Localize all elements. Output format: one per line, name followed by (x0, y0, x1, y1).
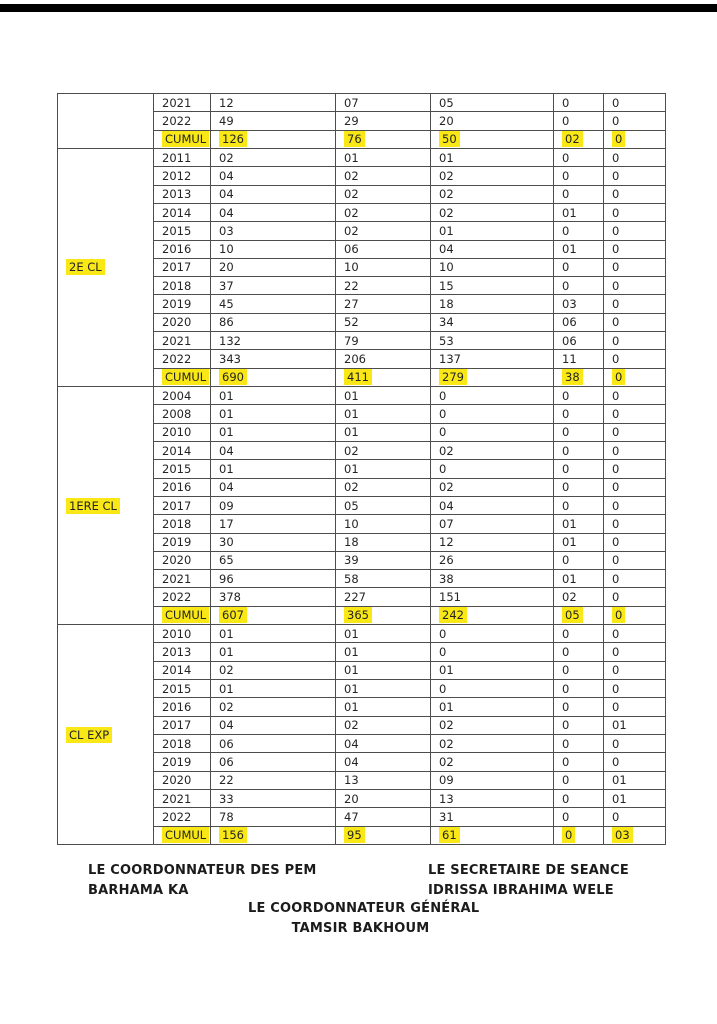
value-cell (554, 130, 604, 148)
scan-top-black-bar (0, 4, 717, 12)
value-cell: 0 (604, 112, 666, 130)
value-cell: 0 (604, 588, 666, 606)
year-cell: 2021 (154, 789, 211, 807)
value-cell: 0 (604, 405, 666, 423)
signature-title: LE COORDONNATEUR DES PEM (88, 863, 317, 878)
value-cell: 01 (336, 643, 431, 661)
cumul-highlight: 95 (344, 827, 365, 843)
value-cell: 0 (604, 203, 666, 221)
value-cell: 49 (211, 112, 336, 130)
value-cell: 04 (431, 496, 554, 514)
value-cell: 01 (336, 405, 431, 423)
value-cell: 07 (431, 515, 554, 533)
value-cell: 09 (211, 496, 336, 514)
value-cell: 0 (554, 496, 604, 514)
value-cell: 0 (604, 625, 666, 643)
year-cell: 2014 (154, 441, 211, 459)
value-cell: 0 (431, 643, 554, 661)
year-cell: 2022 (154, 588, 211, 606)
value-cell: 0 (554, 277, 604, 295)
cumul-highlight: 61 (439, 827, 460, 843)
value-cell: 01 (336, 625, 431, 643)
table-row (58, 94, 666, 112)
year-cell: 2020 (154, 313, 211, 331)
value-cell: 20 (211, 258, 336, 276)
value-cell: 0 (554, 680, 604, 698)
value-cell: 343 (211, 350, 336, 368)
value-cell: 01 (554, 533, 604, 551)
value-cell: 206 (336, 350, 431, 368)
value-cell: 01 (336, 423, 431, 441)
value-cell: 0 (604, 753, 666, 771)
value-cell: 18 (336, 533, 431, 551)
personnel-statistics-table (57, 93, 666, 845)
value-cell: 79 (336, 332, 431, 350)
value-cell (211, 130, 336, 148)
cumul-highlight: 365 (344, 607, 372, 623)
value-cell: 06 (211, 753, 336, 771)
value-cell: 0 (431, 460, 554, 478)
cumul-highlight: 0 (562, 827, 575, 843)
cumul-highlight: 38 (562, 369, 583, 385)
value-cell: 0 (431, 680, 554, 698)
year-cell: 2021 (154, 570, 211, 588)
value-cell (336, 826, 431, 845)
year-cell: 2021 (154, 332, 211, 350)
value-cell: 86 (211, 313, 336, 331)
year-cell: 2016 (154, 698, 211, 716)
value-cell: 45 (211, 295, 336, 313)
cumul-highlight: 03 (612, 827, 633, 843)
value-cell: 0 (604, 441, 666, 459)
value-cell: 07 (336, 94, 431, 112)
signature-title: LE SECRETAIRE DE SEANCE (428, 863, 629, 878)
value-cell: 26 (431, 551, 554, 569)
value-cell: 0 (554, 753, 604, 771)
year-cell: 2018 (154, 515, 211, 533)
year-cell: 2015 (154, 460, 211, 478)
value-cell: 01 (431, 222, 554, 240)
value-cell: 0 (554, 551, 604, 569)
value-cell: 0 (554, 716, 604, 734)
table-row (58, 387, 666, 405)
value-cell: 02 (336, 185, 431, 203)
value-cell: 10 (211, 240, 336, 258)
value-cell: 02 (431, 478, 554, 496)
cumul-highlight: 607 (219, 607, 247, 623)
value-cell: 04 (211, 441, 336, 459)
value-cell: 0 (554, 771, 604, 789)
value-cell: 01 (554, 570, 604, 588)
value-cell: 58 (336, 570, 431, 588)
value-cell: 53 (431, 332, 554, 350)
value-cell: 01 (211, 643, 336, 661)
value-cell: 02 (336, 478, 431, 496)
value-cell: 04 (211, 203, 336, 221)
value-cell: 0 (604, 661, 666, 679)
year-cell: 2022 (154, 808, 211, 826)
year-cell: 2014 (154, 661, 211, 679)
cumul-highlight: CUMUL (162, 131, 209, 147)
value-cell: 02 (211, 148, 336, 166)
value-cell: 31 (431, 808, 554, 826)
value-cell: 0 (604, 167, 666, 185)
value-cell: 0 (554, 112, 604, 130)
value-cell: 0 (604, 698, 666, 716)
value-cell: 01 (431, 661, 554, 679)
value-cell: 0 (604, 94, 666, 112)
value-cell: 01 (604, 716, 666, 734)
year-cell: 2019 (154, 533, 211, 551)
value-cell: 33 (211, 789, 336, 807)
year-cell: 2017 (154, 258, 211, 276)
signature-block-coordonnateur-pem (88, 861, 317, 900)
value-cell: 0 (604, 350, 666, 368)
value-cell: 01 (554, 203, 604, 221)
value-cell: 0 (554, 698, 604, 716)
value-cell: 0 (604, 496, 666, 514)
value-cell: 20 (431, 112, 554, 130)
value-cell: 0 (604, 222, 666, 240)
value-cell: 05 (336, 496, 431, 514)
year-cell: 2016 (154, 478, 211, 496)
value-cell: 0 (554, 222, 604, 240)
value-cell: 01 (336, 460, 431, 478)
value-cell: 15 (431, 277, 554, 295)
signature-name: TAMSIR BAKHOUM (291, 920, 430, 936)
value-cell: 0 (604, 423, 666, 441)
value-cell: 01 (211, 405, 336, 423)
value-cell (604, 368, 666, 386)
value-cell: 0 (554, 405, 604, 423)
value-cell (431, 368, 554, 386)
value-cell (336, 130, 431, 148)
value-cell: 0 (431, 405, 554, 423)
value-cell: 22 (336, 277, 431, 295)
value-cell (211, 826, 336, 845)
value-cell: 20 (336, 789, 431, 807)
value-cell: 0 (604, 295, 666, 313)
cumul-highlight: 411 (344, 369, 372, 385)
value-cell: 02 (431, 185, 554, 203)
year-cell: 2022 (154, 350, 211, 368)
value-cell (431, 130, 554, 148)
value-cell (336, 368, 431, 386)
cumul-highlight: 0 (612, 131, 625, 147)
year-cell: 2016 (154, 240, 211, 258)
signature-title: LE COORDONNATEUR GÉNÉRAL (248, 901, 480, 916)
value-cell (604, 826, 666, 845)
signature-name: BARHAMA KA (88, 882, 189, 898)
year-cell: 2010 (154, 625, 211, 643)
value-cell: 0 (554, 387, 604, 405)
section-label-cell (58, 94, 154, 149)
cumul-highlight: 690 (219, 369, 247, 385)
value-cell (211, 368, 336, 386)
value-cell (211, 606, 336, 624)
value-cell: 27 (336, 295, 431, 313)
value-cell: 65 (211, 551, 336, 569)
value-cell: 01 (336, 387, 431, 405)
signature-name: IDRISSA IBRAHIMA WELE (428, 882, 614, 898)
value-cell: 01 (604, 771, 666, 789)
year-cell: 2010 (154, 423, 211, 441)
value-cell: 0 (554, 478, 604, 496)
value-cell: 29 (336, 112, 431, 130)
value-cell: 0 (554, 625, 604, 643)
signature-block-coordonnateur-general (248, 899, 480, 938)
value-cell: 02 (211, 698, 336, 716)
year-cell: 2015 (154, 680, 211, 698)
value-cell: 47 (336, 808, 431, 826)
cumul-highlight: 0 (612, 369, 625, 385)
value-cell: 03 (211, 222, 336, 240)
year-cell: 2013 (154, 643, 211, 661)
value-cell: 02 (431, 167, 554, 185)
cumul-highlight: 242 (439, 607, 467, 623)
value-cell: 378 (211, 588, 336, 606)
value-cell: 0 (604, 313, 666, 331)
value-cell: 02 (431, 734, 554, 752)
value-cell: 02 (554, 588, 604, 606)
year-cell: 2019 (154, 753, 211, 771)
year-cell: 2012 (154, 167, 211, 185)
value-cell (431, 606, 554, 624)
value-cell: 78 (211, 808, 336, 826)
value-cell: 01 (336, 698, 431, 716)
value-cell: 0 (604, 460, 666, 478)
value-cell: 10 (336, 258, 431, 276)
value-cell: 04 (211, 478, 336, 496)
value-cell: 01 (211, 680, 336, 698)
year-cell: 2018 (154, 277, 211, 295)
value-cell: 01 (431, 698, 554, 716)
value-cell: 132 (211, 332, 336, 350)
value-cell: 30 (211, 533, 336, 551)
value-cell: 227 (336, 588, 431, 606)
value-cell: 11 (554, 350, 604, 368)
value-cell: 0 (554, 423, 604, 441)
value-cell: 06 (554, 332, 604, 350)
value-cell: 04 (211, 167, 336, 185)
value-cell: 0 (554, 661, 604, 679)
cumul-highlight: 279 (439, 369, 467, 385)
value-cell: 0 (604, 478, 666, 496)
value-cell: 02 (431, 716, 554, 734)
section-label-cell (58, 625, 154, 845)
value-cell: 137 (431, 350, 554, 368)
value-cell: 0 (554, 643, 604, 661)
value-cell: 09 (431, 771, 554, 789)
value-cell: 02 (336, 203, 431, 221)
table-row (58, 625, 666, 643)
value-cell: 01 (554, 240, 604, 258)
value-cell: 01 (554, 515, 604, 533)
value-cell: 0 (554, 734, 604, 752)
year-cell (154, 368, 211, 386)
value-cell: 0 (604, 277, 666, 295)
value-cell: 02 (431, 203, 554, 221)
value-cell: 0 (554, 148, 604, 166)
value-cell: 02 (336, 222, 431, 240)
value-cell: 18 (431, 295, 554, 313)
year-cell: 2020 (154, 771, 211, 789)
value-cell: 04 (336, 734, 431, 752)
section-label-cell (58, 387, 154, 625)
year-cell (154, 130, 211, 148)
cumul-highlight: 02 (562, 131, 583, 147)
value-cell: 02 (336, 167, 431, 185)
value-cell (604, 130, 666, 148)
cumul-highlight: 76 (344, 131, 365, 147)
value-cell: 0 (431, 387, 554, 405)
value-cell: 0 (604, 148, 666, 166)
signature-block-secretaire-seance (428, 861, 629, 900)
value-cell: 0 (604, 808, 666, 826)
value-cell: 0 (604, 570, 666, 588)
cumul-highlight: 50 (439, 131, 460, 147)
value-cell: 0 (554, 808, 604, 826)
cumul-highlight: 0 (612, 607, 625, 623)
value-cell: 39 (336, 551, 431, 569)
value-cell: 38 (431, 570, 554, 588)
year-cell: 2020 (154, 551, 211, 569)
year-cell: 2017 (154, 496, 211, 514)
value-cell (554, 606, 604, 624)
value-cell: 0 (604, 185, 666, 203)
value-cell: 0 (554, 258, 604, 276)
value-cell: 17 (211, 515, 336, 533)
value-cell: 01 (336, 680, 431, 698)
value-cell: 0 (604, 734, 666, 752)
cumul-highlight: CUMUL (162, 827, 209, 843)
value-cell: 96 (211, 570, 336, 588)
value-cell: 01 (431, 148, 554, 166)
value-cell: 01 (604, 789, 666, 807)
year-cell: 2004 (154, 387, 211, 405)
cumul-highlight: 126 (219, 131, 247, 147)
value-cell: 06 (211, 734, 336, 752)
value-cell: 04 (336, 753, 431, 771)
year-cell (154, 826, 211, 845)
value-cell: 12 (431, 533, 554, 551)
value-cell: 0 (604, 680, 666, 698)
table-row (58, 148, 666, 166)
value-cell (431, 826, 554, 845)
year-cell: 2018 (154, 734, 211, 752)
cumul-highlight: 05 (562, 607, 583, 623)
value-cell: 13 (431, 789, 554, 807)
value-cell: 05 (431, 94, 554, 112)
value-cell: 01 (211, 625, 336, 643)
year-cell: 2015 (154, 222, 211, 240)
section-label-highlight: 2E CL (66, 259, 105, 275)
value-cell: 0 (554, 185, 604, 203)
value-cell: 10 (431, 258, 554, 276)
value-cell: 34 (431, 313, 554, 331)
value-cell: 01 (211, 387, 336, 405)
section-label-cell (58, 148, 154, 386)
value-cell: 0 (604, 258, 666, 276)
year-cell: 2013 (154, 185, 211, 203)
value-cell: 01 (336, 661, 431, 679)
value-cell: 01 (211, 460, 336, 478)
value-cell: 12 (211, 94, 336, 112)
value-cell: 02 (211, 661, 336, 679)
value-cell (604, 606, 666, 624)
section-label-highlight: CL EXP (66, 727, 112, 743)
year-cell: 2011 (154, 148, 211, 166)
cumul-highlight: CUMUL (162, 607, 209, 623)
value-cell: 10 (336, 515, 431, 533)
year-cell: 2021 (154, 94, 211, 112)
value-cell (554, 826, 604, 845)
value-cell: 02 (431, 753, 554, 771)
cumul-highlight: 156 (219, 827, 247, 843)
value-cell: 04 (211, 185, 336, 203)
value-cell: 06 (336, 240, 431, 258)
value-cell: 0 (604, 551, 666, 569)
value-cell: 0 (604, 643, 666, 661)
value-cell: 0 (604, 533, 666, 551)
cumul-highlight: CUMUL (162, 369, 209, 385)
value-cell: 0 (554, 441, 604, 459)
value-cell: 0 (604, 515, 666, 533)
year-cell: 2014 (154, 203, 211, 221)
year-cell: 2022 (154, 112, 211, 130)
value-cell: 01 (336, 148, 431, 166)
value-cell: 151 (431, 588, 554, 606)
value-cell: 22 (211, 771, 336, 789)
year-cell: 2008 (154, 405, 211, 423)
value-cell: 0 (431, 423, 554, 441)
value-cell (336, 606, 431, 624)
value-cell: 02 (336, 441, 431, 459)
year-cell (154, 606, 211, 624)
section-label-highlight: 1ERE CL (66, 498, 120, 514)
value-cell: 03 (554, 295, 604, 313)
year-cell: 2019 (154, 295, 211, 313)
value-cell: 0 (604, 387, 666, 405)
value-cell: 37 (211, 277, 336, 295)
value-cell: 06 (554, 313, 604, 331)
year-cell: 2017 (154, 716, 211, 734)
value-cell: 02 (336, 716, 431, 734)
value-cell: 0 (554, 460, 604, 478)
value-cell: 01 (211, 423, 336, 441)
value-cell: 13 (336, 771, 431, 789)
value-cell: 0 (554, 789, 604, 807)
value-cell: 04 (431, 240, 554, 258)
value-cell: 0 (554, 94, 604, 112)
value-cell: 0 (431, 625, 554, 643)
value-cell: 0 (604, 240, 666, 258)
value-cell: 04 (211, 716, 336, 734)
value-cell: 02 (431, 441, 554, 459)
value-cell (554, 368, 604, 386)
value-cell: 0 (604, 332, 666, 350)
value-cell: 0 (554, 167, 604, 185)
value-cell: 52 (336, 313, 431, 331)
